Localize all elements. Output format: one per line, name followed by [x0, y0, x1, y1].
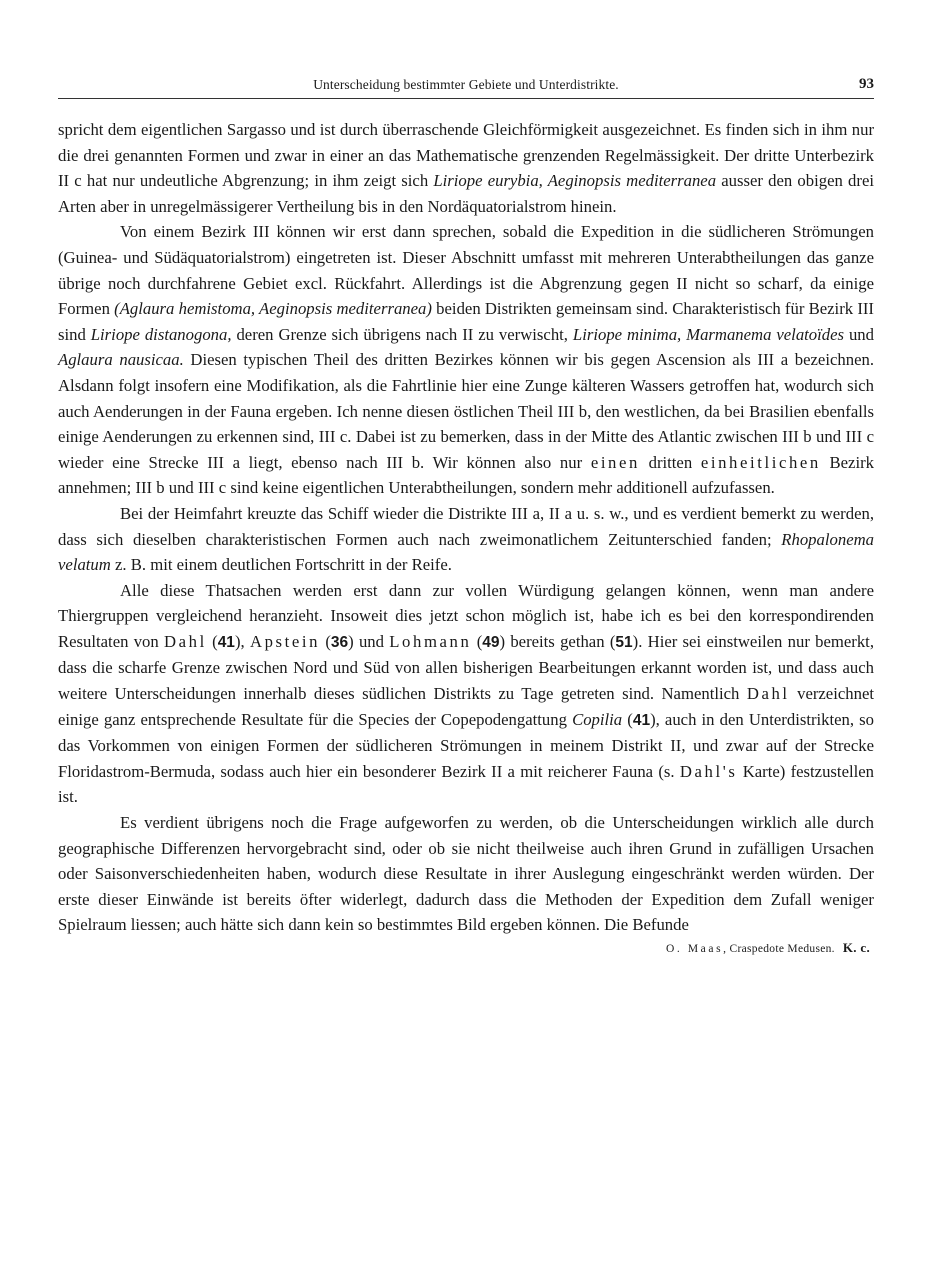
page — [58, 70, 874, 956]
species-name: Liriope distanogona, — [90, 324, 232, 344]
author-name: Dahl — [746, 684, 790, 704]
author-name: Apstein — [249, 631, 321, 651]
reference-number: 41 — [217, 633, 235, 651]
species-name: Aglaura nausicaa. — [58, 350, 184, 370]
text-run: ), — [234, 631, 250, 651]
paragraph-2 — [58, 219, 874, 501]
author-name: einheitlichen — [700, 452, 821, 472]
species-name: Rhopalonema velatum — [58, 529, 874, 575]
text-run: Es verdient übrigens noch die Frage aufgeworfen zu werden, ob die Unterscheidungen wirklich alle durch geographische Differenzen hervorgebracht sind, oder ob sie nicht theilweise auch ihren Grund in zufälligen Ursachen oder Saisonverschiedenheiten haben, wodurch diese Resultate in ihrer Auslegung eingeschränkt werden würden. Der erste dieser Einwände ist bereits öfter widerlegt, dadurch dass die Methoden der Expedition dem Zufall weniger Spielraum liessen; auch hätte sich dann kein so bestimmtes Bild ergeben können. Die Befunde — [58, 813, 874, 935]
author-name: Dahl — [164, 631, 207, 651]
text-run: ausser den obigen drei Arten aber in unregelmässigerer Vertheilung bis in den Nordäquatorialstrom hinein. — [58, 171, 874, 216]
reference-number: 51 — [615, 633, 633, 651]
running-head — [58, 70, 874, 99]
text-run: Bei der Heimfahrt kreuzte das Schiff wieder die Distrikte III a, II a u. s. w., und es verdient bemerkt zu werden, dass sich dieselben charakteristischen Formen auch nach zweimonatlichem Zeitunterschied fanden; — [58, 503, 874, 549]
paragraph-1 — [58, 117, 874, 219]
paragraph-5 — [58, 810, 874, 938]
text-run: ( — [622, 709, 633, 729]
text-run: verzeichnet einige ganz entsprechende Resultate für die Species der Copepodengattung — [58, 684, 874, 729]
species-name: Liriope minima, Marmanema velatoïdes — [572, 324, 845, 344]
text-run: beiden Distrikten gemeinsam sind. Charakteristisch für Bezirk III sind — [58, 299, 874, 344]
reference-number: 41 — [632, 711, 651, 729]
text-run: und — [844, 324, 874, 344]
text-run: Bezirk annehmen; III b und III c sind keine eigentlichen Unterabtheilungen, sondern mehr additionell aufzufassen. — [58, 452, 874, 498]
body-text — [58, 117, 874, 938]
paragraph-3 — [58, 501, 874, 578]
text-run: z. B. mit einem deutlichen Fortschritt in der Reife. — [110, 555, 452, 575]
reference-number: 36 — [330, 633, 349, 651]
text-run: Alle diese Thatsachen werden erst dann zur vollen Würdigung gelangen können, wenn man andere Thiergruppen vergleichend heranzieht. Insoweit dies jetzt schon möglich ist, habe ich es bei den korrespondirenden Resultaten von — [58, 580, 874, 651]
text-run: ) bereits gethan ( — [499, 631, 616, 651]
footer-work: , Craspedote Medusen. — [723, 943, 835, 955]
author-name: einen — [590, 452, 640, 472]
footer-signature: K. c. — [842, 940, 870, 955]
text-run: ), auch in den Unterdistrikten, so das Vorkommen von einigen Formen der südlicheren Strömungen in meinem Distrikt II, und zwar auf der Strecke Floridastrom-Bermuda, sodass auch hier ein besonderer Bezirk II a mit reicherer Fauna (s. — [58, 709, 875, 781]
author-name: Dahl's — [679, 761, 738, 781]
text-run: ( — [471, 631, 483, 651]
text-run: Diesen typischen Theil des dritten Bezirkes können wir bis gegen Ascension als III a bezeichnen. Alsdann folgt insofern eine Modifikation, als die Fahrtlinie hier eine Zunge kälteren Wassers getroffen hat, wodurch sich auch Aenderungen in der Fauna ergeben. Ich nenne diesen östlichen Theil III b, den westlichen, da bei Brasilien ebenfalls einige Aenderungen zu erkennen sind, III c. Dabei ist zu bemerken, dass in der Mitte des Atlantic zwischen III b und III c wieder eine Strecke III a liegt, ebenso nach III b. Wir können also nur — [58, 350, 874, 472]
text-run: ( — [320, 631, 331, 651]
footer-author: O. Maas — [665, 943, 724, 955]
page-number: 93 — [859, 76, 874, 92]
paragraph-4 — [58, 578, 874, 810]
text-run: ). Hier sei einstweilen nur bemerkt, dass die scharfe Grenze zwischen Nord und Süd von allen bisherigen Bearbeitungen erkannt worden ist, und dass auch weitere Unterscheidungen innerhalb dieses südlichen Distrikts zu Tage getreten sind. Namentlich — [58, 631, 874, 704]
reference-number: 49 — [482, 633, 500, 651]
text-run: spricht dem eigentlichen Sargasso und ist durch überraschende Gleichförmigkeit ausgezeichnet. Es finden sich in ihm nur die drei genannten Formen und zwar in einer an das Mathematische grenzenden Regelmässigkeit. Der dritte Unterbezirk II c hat nur undeutliche Abgrenzung; in ihm zeigt sich — [58, 120, 874, 191]
species-name: Copilia — [572, 709, 623, 729]
species-name: (Aglaura hemistoma, Aeginopsis mediterranea) — [114, 299, 432, 319]
text-run: Von einem Bezirk III können wir erst dann sprechen, sobald die Expedition in die südlicheren Strömungen (Guinea- und Südäquatorialstrom) eingetreten ist. Dieser Abschnitt umfasst mit mehreren Unterabtheilungen das ganze übrige noch durchfahrene Gebiet excl. Rückfahrt. Allerdings ist die Abgrenzung gegen II nicht so scharf, da einige Formen — [58, 222, 874, 319]
text-run: ) und — [348, 631, 390, 651]
species-name: Liriope eurybia, Aeginopsis mediterranea — [433, 171, 717, 191]
author-name: Lohmann — [389, 631, 472, 651]
text-run: dritten — [639, 452, 701, 472]
running-title: Unterscheidung bestimmter Gebiete und Unterdistrikte. — [313, 77, 619, 92]
text-run: Karte) festzustellen ist. — [58, 761, 874, 807]
text-run: deren Grenze sich übrigens nach II zu verwischt, — [231, 324, 573, 344]
text-run: ( — [206, 631, 218, 651]
signature-line — [58, 940, 874, 956]
